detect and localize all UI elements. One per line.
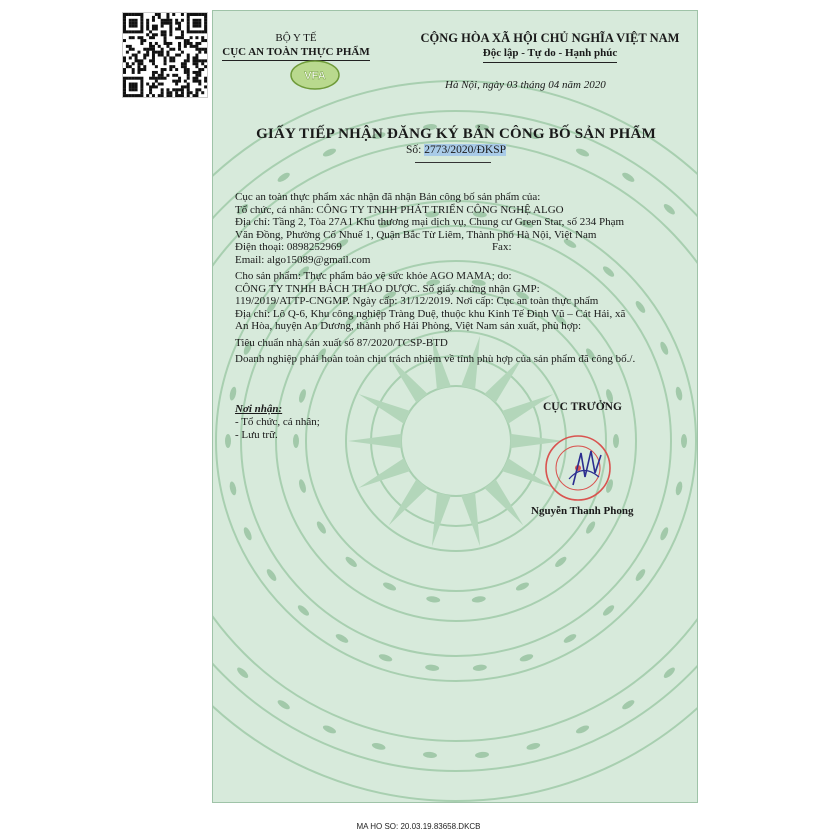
ministry-name: BỘ Y TẾ	[275, 32, 317, 44]
fax-text: Fax:	[491, 241, 512, 253]
header-right	[409, 31, 691, 63]
svg-text:VFA: VFA	[304, 70, 326, 82]
recipient-item: - Tổ chức, cá nhân;	[235, 416, 320, 428]
document-number	[213, 144, 698, 156]
recipients-block	[235, 403, 320, 442]
address-line-2: Văn Đồng, Phường Cổ Nhuế 1, Quận Bắc Từ Liêm, Thành phố Hà Nội, Việt Nam	[235, 228, 597, 241]
manufacturer-line-4: An Hòa, huyện An Dương, thành phố Hải Phòng, Việt Nam sản xuất, phù hợp:	[235, 320, 582, 332]
email-line: Email: algo15089@gmail.com	[235, 253, 371, 266]
red-seal-stamp	[543, 433, 613, 503]
address-line-1: Địa chỉ: Tầng 2, Tòa 27A1 Khu thương mại dịch vụ, Chung cư Green Star, số 234 Phạm	[235, 216, 625, 228]
standard-line: Tiêu chuẩn nhà sản xuất số 87/2020/TCSP-BTD	[235, 336, 448, 349]
national-motto: Độc lập - Tự do - Hạnh phúc	[483, 46, 617, 63]
qr-code	[122, 12, 208, 98]
title-divider	[415, 162, 491, 163]
document-body	[235, 191, 687, 366]
signer-name: Nguyễn Thanh Phong	[531, 505, 634, 517]
product-line: Cho sản phẩm: Thực phẩm bảo vệ sức khỏe AGO MAMA; do:	[235, 270, 512, 282]
republic-name: CỘNG HÒA XÃ HỘI CHỦ NGHĨA VIỆT NAM	[420, 31, 680, 45]
vfa-logo	[289, 59, 341, 91]
confirmation-line: Cục an toàn thực phẩm xác nhận đã nhận Bản công bố sản phẩm của:	[235, 191, 541, 203]
organization-line: Tổ chức, cá nhân: CÔNG TY TNHH PHÁT TRIỂN CÔNG NGHỆ ALGO	[235, 203, 564, 216]
department-name: CỤC AN TOÀN THỰC PHẨM	[222, 45, 370, 61]
manufacturer-line-1: CÔNG TY TNHH BÁCH THẢO DƯỢC. Số giấy chứng nhận GMP:	[235, 282, 540, 295]
contact-line	[235, 241, 687, 254]
phone-text: Điện thoại: 0898252969	[235, 241, 342, 253]
document-title: GIẤY TIẾP NHẬN ĐĂNG KÝ BẢN CÔNG BỐ SẢN PHẨM	[256, 126, 656, 142]
recipient-item: - Lưu trữ.	[235, 429, 278, 441]
manufacturer-line-2: 119/2019/ATTP-CNGMP. Ngày cấp: 31/12/2019. Nơi cấp: Cục an toàn thực phẩm	[235, 295, 599, 307]
document-page	[212, 10, 698, 803]
header-left	[221, 31, 371, 61]
dossier-code: MA HO SO: 20.03.19.83658.DKCB	[356, 822, 481, 831]
recipients-heading: Nơi nhận:	[235, 403, 283, 415]
responsibility-line: Doanh nghiệp phải hoàn toàn chịu trách nhiệm về tính phù hợp của sản phẩm đã công bố./.	[235, 353, 636, 365]
signer-role: CỤC TRƯỞNG	[543, 401, 622, 413]
manufacturer-line-3: Địa chỉ: Lô Q-6, Khu công nghiệp Tràng Duệ, thuộc khu Kinh Tế Đình Vũ – Cát Hải, xã	[235, 307, 626, 320]
issue-date: Hà Nội, ngày 03 tháng 04 năm 2020	[445, 79, 606, 91]
document-number-prefix: Số:	[405, 144, 425, 156]
document-number-value: 2773/2020/ĐKSP	[424, 144, 506, 156]
